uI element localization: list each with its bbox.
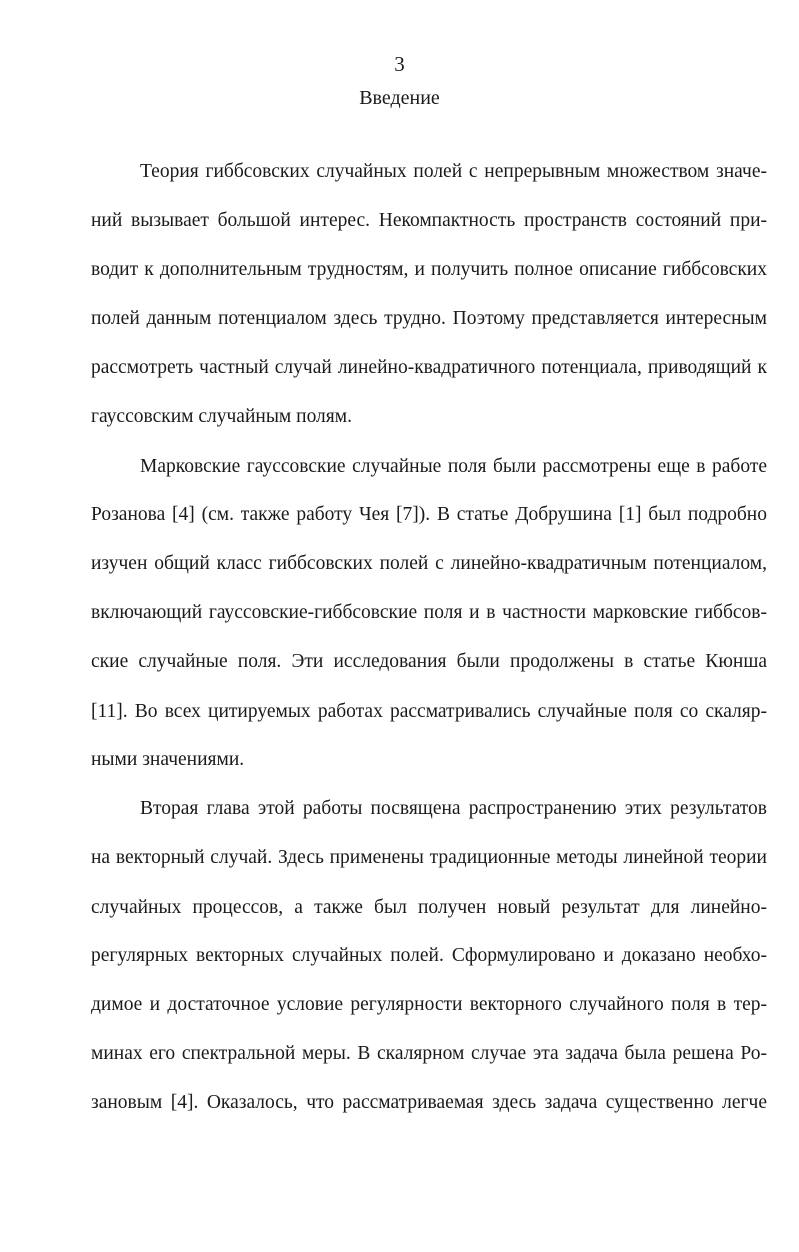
text-line: изучен общий класс гиббсовских полей с линейно-квадратичным потенциалом, xyxy=(91,553,767,574)
text-line: ными значениями. xyxy=(91,749,245,770)
text-line: Марковские гауссовские случайные поля были рассмотрены еще в работе xyxy=(140,456,767,477)
text-line: включающий гауссовские-гиббсовские поля и в частности марковские гиббсов- xyxy=(91,602,767,623)
text-line: водит к дополнительным трудностям, и получить полное описание гиббсовских xyxy=(91,259,767,280)
text-line: регулярных векторных случайных полей. Сформулировано и доказано необхо- xyxy=(91,945,767,966)
text-line: зановым [4]. Оказалось, что рассматриваемая здесь задача существенно легче xyxy=(91,1092,767,1113)
text-line: на векторный случай. Здесь применены традиционные методы линейной теории xyxy=(91,847,767,868)
text-line: Розанова [4] (см. также работу Чея [7]). В статье Добрушина [1] был подробно xyxy=(91,504,767,525)
text-line: гауссовским случайным полям. xyxy=(91,406,352,427)
text-line: ские случайные поля. Эти исследования были продолжены в статье Кюнша xyxy=(91,651,767,672)
page-number: 3 xyxy=(394,52,405,76)
section-title: Введение xyxy=(359,87,440,109)
text-line: случайных процессов, а также был получен новый результат для линейно- xyxy=(91,897,767,918)
text-line: полей данным потенциалом здесь трудно. Поэтому представляется интересным xyxy=(91,308,767,329)
text-line: ний вызывает большой интерес. Некомпактность пространств состояний при- xyxy=(91,210,767,231)
text-line: Теория гиббсовских случайных полей с непрерывным множеством значе- xyxy=(140,161,767,182)
text-line: [11]. Во всех цитируемых работах рассматривались случайные поля со скаляр- xyxy=(91,701,767,722)
text-line: димое и достаточное условие регулярности векторного случайного поля в тер- xyxy=(91,994,767,1015)
text-line: Вторая глава этой работы посвящена распространению этих результатов xyxy=(140,798,767,819)
text-line: минах его спектральной меры. В скалярном случае эта задача была решена Ро- xyxy=(91,1043,767,1064)
text-line: рассмотреть частный случай линейно-квадратичного потенциала, приводящий к xyxy=(91,357,767,378)
